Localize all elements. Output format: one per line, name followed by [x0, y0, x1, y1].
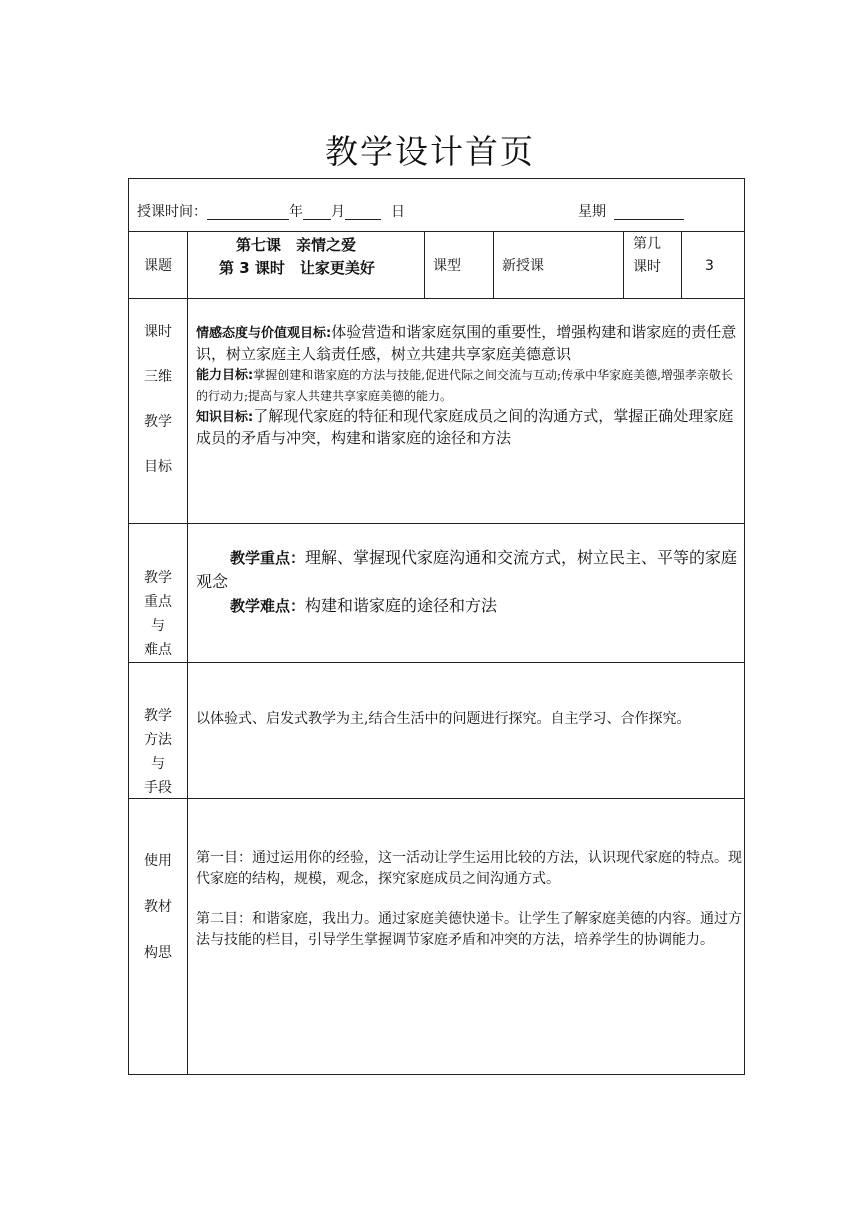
column-divider — [424, 231, 425, 298]
methods-label-line: 手段 — [144, 780, 172, 796]
day-label: 日 — [391, 204, 405, 220]
date-blank — [207, 203, 289, 220]
materials-content — [196, 848, 742, 951]
hard-point-label: 教学难点： — [230, 597, 306, 615]
lesson-type-label: 课型 — [433, 258, 461, 274]
keypoints-content — [196, 546, 742, 618]
knowledge-goal — [196, 406, 742, 449]
date-row — [137, 201, 405, 223]
lesson-title: 第七课 亲情之爱 — [236, 236, 357, 254]
key-point-label: 教学重点： — [230, 549, 306, 567]
period-value: 3 — [705, 258, 714, 274]
page-title: 教学设计首页 — [325, 132, 535, 171]
emotion-goal-text: 体验营造和谐家庭氛围的重要性，增强构建和谐家庭的责任意识，树立家庭主人翁责任感，树立共建共享家庭美德意识 — [196, 323, 737, 363]
period-label-line1: 第几 — [633, 236, 661, 252]
lesson-subtitle: 第 3 课时 让家更美好 — [219, 259, 375, 277]
knowledge-goal-label: 知识目标: — [196, 410, 254, 425]
methods-label-line: 方法 — [144, 732, 172, 748]
goals-label-line: 教学 — [144, 414, 172, 430]
methods-label-line: 教学 — [144, 708, 172, 724]
time-label: 授课时间： — [137, 204, 207, 220]
methods-text: 以体验式、启发式教学为主,结合生活中的问题进行探究。自主学习、合作探究。 — [196, 711, 691, 727]
day-blank — [345, 203, 381, 220]
column-divider — [493, 231, 494, 298]
lesson-type-value: 新授课 — [502, 258, 544, 274]
goals-content — [196, 322, 742, 449]
hard-point-text: 构建和谐家庭的途径和方法 — [305, 596, 498, 615]
ability-goal-text: 掌握创建和谐家庭的方法与技能,促进代际之间交流与互动;传承中华家庭美德,增强孝亲敬长的行动力;提高与家人共建共享家庭美德的能力。 — [196, 368, 733, 403]
keypoints-label-line: 重点 — [144, 594, 172, 610]
row-divider — [128, 523, 745, 524]
materials-label-line: 使用 — [144, 853, 172, 869]
column-divider — [187, 231, 188, 1075]
goals-label-line: 三维 — [144, 369, 172, 385]
materials-label-line: 教材 — [144, 899, 172, 915]
month-blank — [303, 203, 331, 220]
materials-label-line: 构思 — [144, 945, 172, 961]
keypoints-label — [130, 566, 186, 662]
topic-label: 课题 — [144, 258, 172, 274]
keypoints-label-line: 与 — [151, 618, 165, 634]
key-point — [196, 546, 742, 594]
row-divider — [128, 231, 745, 232]
weekday-label: 星期 — [578, 204, 606, 220]
period-label-line2: 课时 — [633, 259, 661, 275]
month-label: 月 — [331, 204, 345, 220]
year-label: 年 — [289, 204, 303, 220]
materials-label — [130, 842, 186, 972]
keypoints-label-line: 难点 — [144, 642, 172, 658]
goals-label-line: 目标 — [144, 459, 172, 475]
emotion-goal-label: 情感态度与价值观目标: — [196, 326, 332, 341]
materials-para-1: 第一目：通过运用你的经验，这一活动让学生运用比较的方法，认识现代家庭的特点。现代家庭的结构，规模，观念，探究家庭成员之间沟通方式。 — [196, 850, 742, 887]
row-divider — [128, 662, 745, 663]
weekday-blank — [614, 203, 684, 220]
emotion-goal — [196, 322, 742, 365]
keypoints-label-line: 教学 — [144, 570, 172, 586]
column-divider — [623, 231, 624, 298]
goals-label — [130, 313, 186, 486]
materials-para-2: 第二目：和谐家庭，我出力。通过家庭美德快递卡。让学生了解家庭美德的内容。通过方法与技能的栏目，引导学生掌握调节家庭矛盾和冲突的方法，培养学生的协调能力。 — [196, 911, 742, 948]
column-divider — [681, 231, 682, 298]
methods-label — [130, 704, 186, 800]
hard-point — [196, 594, 742, 618]
ability-goal-label: 能力目标: — [196, 368, 254, 383]
key-point-text: 理解、掌握现代家庭沟通和交流方式，树立民主、平等的家庭观念 — [196, 548, 738, 591]
weekday-field — [578, 201, 684, 223]
ability-goal — [196, 365, 742, 406]
goals-label-line: 课时 — [144, 324, 172, 340]
methods-label-line: 与 — [151, 756, 165, 772]
row-divider — [128, 298, 745, 299]
row-divider — [128, 798, 745, 799]
knowledge-goal-text: 了解现代家庭的特征和现代家庭成员之间的沟通方式，掌握正确处理家庭成员的矛盾与冲突，构建和谐家庭的途径和方法 — [196, 407, 734, 447]
